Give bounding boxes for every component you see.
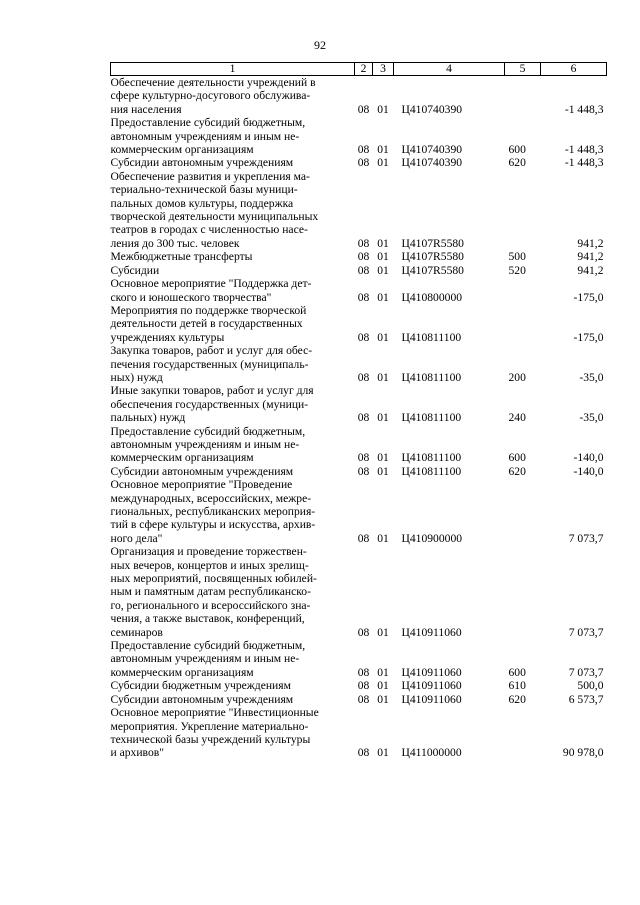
- amount: -1 448,3: [564, 102, 604, 116]
- description-line: ного дела": [110, 531, 163, 545]
- row-description: [111, 277, 355, 304]
- section-code: 08: [357, 665, 370, 679]
- description-line: семинаров: [110, 625, 163, 639]
- table-row: [111, 156, 607, 169]
- subsection-code: 01: [377, 236, 389, 250]
- expense-type-code: 520: [508, 263, 526, 277]
- section-code: 08: [357, 451, 370, 465]
- amount: -1 448,3: [564, 143, 604, 157]
- amount: 7 073,7: [568, 625, 604, 639]
- section-code: 08: [357, 290, 370, 304]
- description-line: пальных домов культуры, поддержка: [110, 196, 294, 210]
- row-description: [111, 344, 355, 384]
- table-row: [111, 679, 607, 692]
- subsection-code: 01: [377, 679, 389, 693]
- table-row: [111, 250, 607, 263]
- expense-type-code: [505, 706, 541, 760]
- expense-type-code: 620: [508, 692, 526, 706]
- expense-type-code: [505, 545, 541, 639]
- row-description: [111, 384, 355, 424]
- description-line: сфере культурно-досугового обслужива-: [110, 89, 311, 103]
- section-code: 08: [357, 679, 370, 693]
- row-description: [111, 116, 355, 156]
- target-article-code: Ц410911060: [401, 625, 462, 639]
- subsection-code: 01: [377, 143, 389, 157]
- header-col-1: 1: [111, 63, 355, 76]
- target-article-code: Ц411000000: [401, 746, 462, 760]
- expense-type-code: [505, 478, 541, 545]
- table-row: [111, 639, 607, 679]
- row-description: [111, 425, 355, 465]
- expense-type-code: [505, 170, 541, 250]
- section-code: 08: [357, 746, 370, 760]
- table-row: [111, 465, 607, 478]
- amount: -175,0: [573, 290, 604, 304]
- expense-type-code: 620: [508, 156, 526, 170]
- description-line: Субсидии автономным учреждениям: [110, 692, 294, 706]
- section-code: 08: [357, 236, 370, 250]
- row-description: [111, 264, 355, 277]
- description-line: ных мероприятий, посвященных юбилей-: [110, 572, 317, 586]
- target-article-code: Ц4107R5580: [401, 250, 464, 264]
- header-col-4: 4: [394, 63, 505, 76]
- amount: 941,2: [577, 236, 604, 250]
- description-line: ных вечеров, концертов и иных зрелищ-: [110, 558, 309, 572]
- description-line: Обеспечение развития и укрепления ма-: [110, 169, 310, 183]
- subsection-code: 01: [377, 665, 389, 679]
- subsection-code: 01: [377, 625, 389, 639]
- description-line: Субсидии: [110, 263, 160, 277]
- section-code: 08: [357, 250, 370, 264]
- amount: -140,0: [573, 451, 604, 465]
- row-description: [111, 304, 355, 344]
- table-row: [111, 277, 607, 304]
- description-line: Субсидии автономным учреждениям: [110, 156, 294, 170]
- description-line: автономным учреждениям и иным не-: [110, 652, 300, 666]
- expense-type-code: 200: [508, 370, 526, 384]
- amount: -1 448,3: [564, 156, 604, 170]
- description-line: ления до 300 тыс. человек: [110, 236, 240, 250]
- subsection-code: 01: [377, 263, 389, 277]
- description-line: творческой деятельности муниципальных: [110, 210, 319, 224]
- table-row: [111, 478, 607, 545]
- section-code: 08: [357, 464, 370, 478]
- description-line: Мероприятия по поддержке творческой: [110, 303, 307, 317]
- subsection-code: 01: [377, 250, 389, 264]
- budget-table: [110, 62, 607, 760]
- description-line: тий в сфере культуры и искусства, архив-: [110, 518, 316, 532]
- section-code: 08: [357, 411, 370, 425]
- description-line: Субсидии бюджетным учреждениям: [110, 679, 291, 693]
- row-description: [111, 706, 355, 760]
- row-description: [111, 693, 355, 706]
- target-article-code: Ц410900000: [401, 531, 463, 545]
- expense-type-code: 500: [508, 250, 526, 264]
- description-line: обеспечения государственных (муници-: [110, 397, 309, 411]
- table-body: [111, 76, 607, 760]
- header-col-3: 3: [373, 63, 394, 76]
- description-line: Основное мероприятие "Инвестиционные: [110, 706, 319, 720]
- section-code: 08: [357, 531, 370, 545]
- section-code: 08: [357, 143, 370, 157]
- target-article-code: Ц410800000: [401, 290, 463, 304]
- target-article-code: Ц410811100: [401, 451, 462, 465]
- expense-type-code: [505, 76, 541, 117]
- description-line: автономным учреждениям и иным не-: [110, 437, 300, 451]
- target-article-code: Ц410911060: [401, 679, 462, 693]
- target-article-code: Ц410911060: [401, 665, 462, 679]
- section-code: 08: [357, 692, 370, 706]
- header-col-5: 5: [505, 63, 541, 76]
- description-line: Организация и проведение торжествен-: [110, 545, 307, 559]
- description-line: учреждениях культуры: [110, 330, 225, 344]
- row-description: [111, 465, 355, 478]
- subsection-code: 01: [377, 330, 389, 344]
- target-article-code: Ц4107R5580: [401, 263, 464, 277]
- header-col-2: 2: [355, 63, 373, 76]
- description-line: ных) нужд: [110, 370, 163, 384]
- row-description: [111, 639, 355, 679]
- table-row: [111, 116, 607, 156]
- description-line: Обеспечение деятельности учреждений в: [110, 76, 316, 89]
- section-code: 08: [357, 370, 370, 384]
- subsection-code: 01: [377, 411, 389, 425]
- page-number: 92: [314, 38, 326, 52]
- amount: -35,0: [579, 370, 604, 384]
- subsection-code: 01: [377, 464, 389, 478]
- description-line: Закупка товаров, работ и услуг для обес-: [110, 344, 313, 358]
- expense-type-code: 600: [508, 665, 526, 679]
- subsection-code: 01: [377, 692, 389, 706]
- description-line: Предоставление субсидий бюджетным,: [110, 639, 306, 653]
- amount: -140,0: [573, 464, 604, 478]
- table-row: [111, 545, 607, 639]
- header-col-6: 6: [541, 63, 607, 76]
- table-row: [111, 344, 607, 384]
- subsection-code: 01: [377, 746, 389, 760]
- amount: -35,0: [579, 411, 604, 425]
- expense-type-code: 620: [508, 464, 526, 478]
- description-line: коммерческим организациям: [110, 665, 254, 679]
- row-description: [111, 679, 355, 692]
- section-code: 08: [357, 263, 370, 277]
- description-line: гиональных, республиканских мероприя-: [110, 505, 316, 518]
- table-row: [111, 264, 607, 277]
- description-line: международных, всероссийских, межре-: [110, 491, 312, 505]
- table-row: [111, 425, 607, 465]
- row-description: [111, 478, 355, 545]
- amount: 7 073,7: [568, 665, 604, 679]
- expense-type-code: 600: [508, 451, 526, 465]
- expense-type-code: [505, 304, 541, 344]
- amount: 941,2: [577, 250, 604, 264]
- amount: -175,0: [573, 330, 604, 344]
- description-line: териально-технической базы муници-: [110, 183, 298, 197]
- section-code: 08: [357, 156, 370, 170]
- description-line: Предоставление субсидий бюджетным,: [110, 424, 306, 438]
- description-line: печения государственных (муниципаль-: [110, 357, 309, 371]
- description-line: Основное мероприятие "Поддержка дет-: [110, 277, 312, 291]
- target-article-code: Ц4107R5580: [401, 236, 464, 250]
- section-code: 08: [357, 625, 370, 639]
- table-row: [111, 304, 607, 344]
- target-article-code: Ц410811100: [401, 411, 462, 425]
- target-article-code: Ц410740390: [401, 143, 463, 157]
- subsection-code: 01: [377, 531, 389, 545]
- description-line: ния населения: [110, 102, 182, 116]
- subsection-code: 01: [377, 451, 389, 465]
- amount: 7 073,7: [568, 531, 604, 545]
- row-description: [111, 170, 355, 250]
- target-article-code: Ц410740390: [401, 102, 463, 116]
- subsection-code: 01: [377, 102, 389, 116]
- amount: 6 573,7: [568, 692, 604, 706]
- table-row: [111, 706, 607, 760]
- row-description: [111, 250, 355, 263]
- description-line: автономным учреждениям и иным не-: [110, 129, 300, 143]
- table-row: [111, 384, 607, 424]
- description-line: Субсидии автономным учреждениям: [110, 464, 294, 478]
- description-line: чения, а также выставок, конференций,: [110, 612, 305, 626]
- description-line: мероприятия. Укрепление материально-: [110, 719, 309, 733]
- description-line: технической базы учреждений культуры: [110, 732, 311, 746]
- description-line: деятельности детей в государственных: [110, 317, 303, 331]
- table-row: [111, 76, 607, 117]
- target-article-code: Ц410911060: [401, 692, 462, 706]
- target-article-code: Ц410811100: [401, 370, 462, 384]
- description-line: коммерческим организациям: [110, 451, 254, 465]
- subsection-code: 01: [377, 370, 389, 384]
- expense-type-code: 600: [508, 143, 526, 157]
- description-line: Иные закупки товаров, работ и услуг для: [110, 384, 314, 398]
- amount: 941,2: [577, 263, 604, 277]
- description-line: ным и памятным датам республиканско-: [110, 585, 311, 599]
- row-description: [111, 76, 355, 117]
- description-line: Межбюджетные трансферты: [110, 250, 253, 264]
- table-row: [111, 693, 607, 706]
- expense-type-code: 610: [508, 679, 526, 693]
- description-line: Основное мероприятие "Проведение: [110, 478, 293, 492]
- subsection-code: 01: [377, 156, 389, 170]
- header-row: [111, 63, 607, 76]
- description-line: го, регионального и всероссийского зна-: [110, 598, 311, 612]
- description-line: Предоставление субсидий бюджетным,: [110, 116, 306, 130]
- subsection-code: 01: [377, 290, 389, 304]
- description-line: театров в городах с численностью насе-: [110, 223, 308, 237]
- section-code: 08: [357, 102, 370, 116]
- target-article-code: Ц410740390: [401, 156, 463, 170]
- target-article-code: Ц410811100: [401, 330, 462, 344]
- description-line: пальных) нужд: [110, 411, 186, 425]
- row-description: [111, 156, 355, 169]
- section-code: 08: [357, 330, 370, 344]
- amount: 500,0: [577, 679, 604, 693]
- description-line: и архивов": [110, 746, 164, 760]
- table-header: [111, 63, 607, 76]
- amount: 90 978,0: [562, 746, 604, 760]
- table-row: [111, 170, 607, 250]
- description-line: коммерческим организациям: [110, 143, 254, 157]
- target-article-code: Ц410811100: [401, 464, 462, 478]
- expense-type-code: 240: [508, 411, 526, 425]
- expense-type-code: [505, 277, 541, 304]
- description-line: ского и юношеского творчества": [110, 290, 272, 304]
- row-description: [111, 545, 355, 639]
